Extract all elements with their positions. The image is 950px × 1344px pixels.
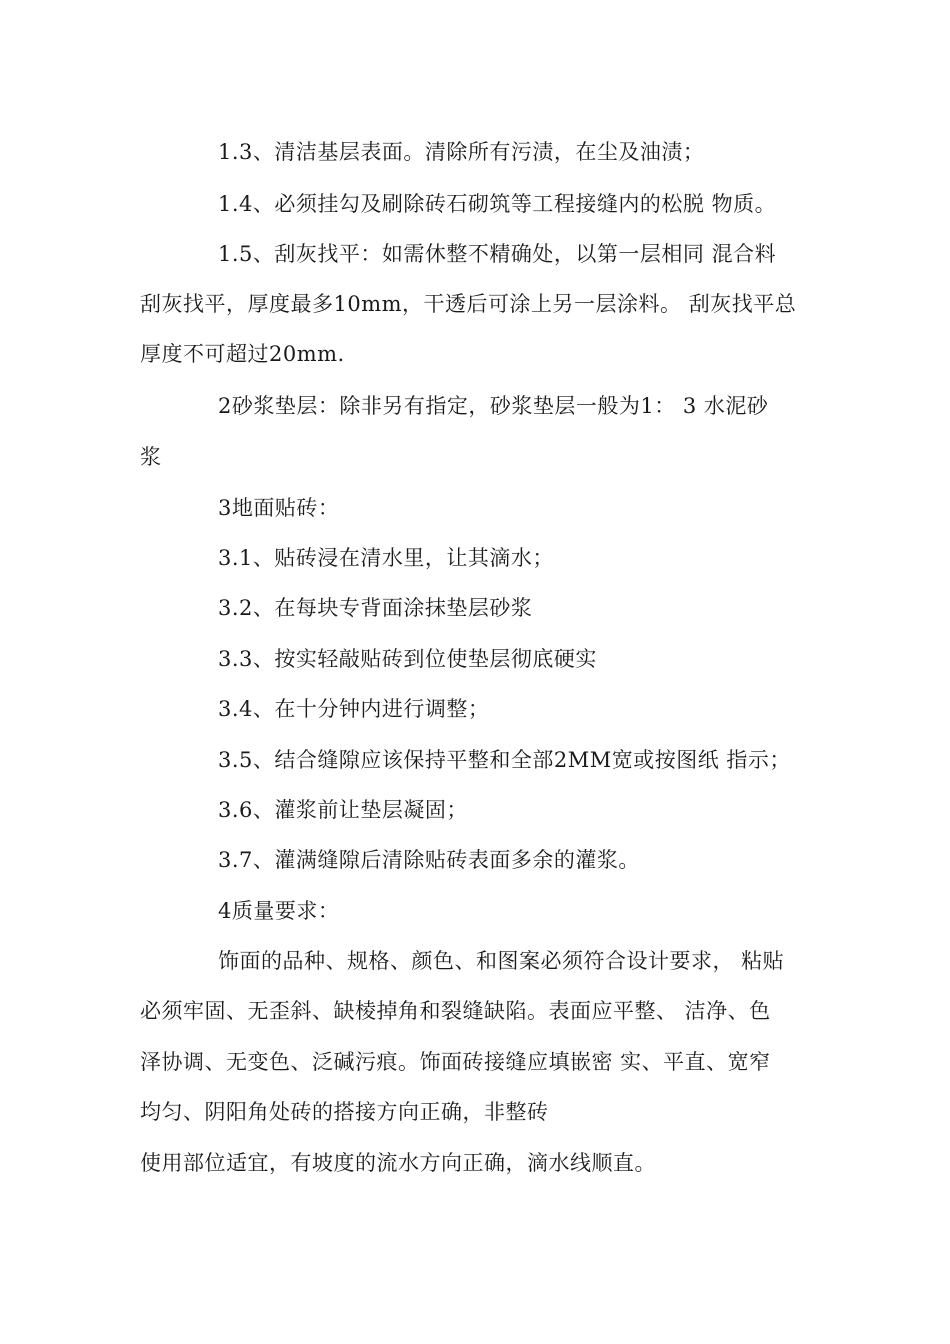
- paragraph-line: 泽协调、无变色、泛碱污痕。饰面砖接缝应填嵌密 实、平直、宽窄: [140, 1050, 771, 1074]
- paragraph-line: 3.6、灌浆前让垫层凝固；: [218, 798, 468, 822]
- paragraph-line: 3.5、结合缝隙应该保持平整和全部2MM宽或按图纸 指示；: [218, 748, 791, 772]
- paragraph-line: 3.4、在十分钟内进行调整；: [218, 697, 490, 721]
- paragraph-line: 浆: [140, 445, 162, 469]
- section-heading: 4质量要求：: [218, 899, 340, 923]
- paragraph-line: 2砂浆垫层：除非另有指定，砂浆垫层一般为1： 3 水泥砂: [218, 394, 769, 418]
- paragraph-line: 饰面的品种、规格、颜色、和图案必须符合设计要求， 粘贴: [218, 949, 785, 973]
- paragraph-line: 3.3、按实轻敲贴砖到位使垫层彻底硬实: [218, 647, 597, 671]
- section-heading: 3地面贴砖：: [218, 496, 340, 520]
- paragraph-line: 必须牢固、无歪斜、缺棱掉角和裂缝缺陷。表面应平整、 洁净、色: [140, 999, 771, 1023]
- paragraph-line: 刮灰找平，厚度最多10mm，干透后可涂上另一层涂料。 刮灰找平总: [140, 292, 797, 316]
- paragraph-line: 均匀、阴阳角处砖的搭接方向正确，非整砖: [140, 1100, 549, 1124]
- paragraph-line: 使用部位适宜，有坡度的流水方向正确，滴水线顺直。: [140, 1151, 656, 1175]
- paragraph-line: 1.4、必须挂勾及刷除砖石砌筑等工程接缝内的松脱 物质。: [218, 192, 777, 216]
- paragraph-line: 3.7、灌满缝隙后清除贴砖表面多余的灌浆。: [218, 848, 640, 872]
- paragraph-line: 厚度不可超过20mm.: [140, 342, 345, 366]
- paragraph-line: 1.3、清洁基层表面。清除所有污渍，在尘及油渍；: [218, 140, 705, 164]
- paragraph-line: 3.1、贴砖浸在清水里，让其滴水；: [218, 546, 554, 570]
- paragraph-line: 1.5、刮灰找平：如需休整不精确处，以第一层相同 混合料: [218, 242, 777, 266]
- paragraph-line: 3.2、在每块专背面涂抹垫层砂浆: [218, 596, 533, 620]
